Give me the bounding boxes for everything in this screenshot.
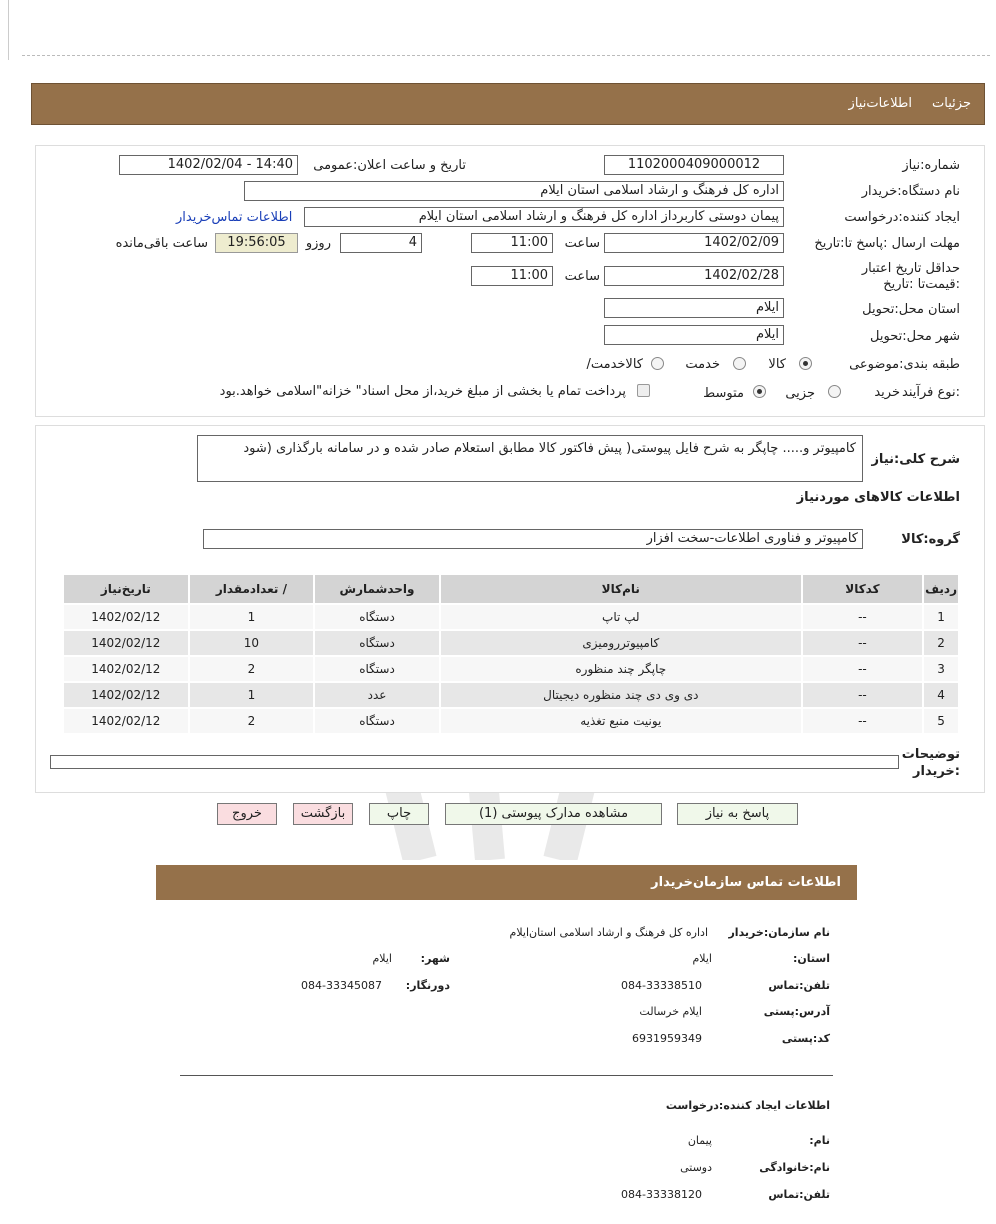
creator-name-value: پیمان — [687, 1134, 712, 1147]
contact-postal-label: کد:پستی — [781, 1032, 830, 1045]
goods-date: 1402/02/12 — [64, 605, 188, 629]
col-code-header: کدکالا — [803, 575, 922, 603]
col-unit-header: واحدشمارش — [315, 575, 439, 603]
contact-address-value: ایلام خرسالت — [639, 1005, 702, 1018]
need-number-field: 1102000409000012 — [604, 155, 784, 175]
goods-info-title: اطلاعات کالاهای موردنیاز — [796, 490, 960, 505]
goods-date: 1402/02/12 — [64, 631, 188, 655]
goods-unit: عدد — [315, 683, 439, 707]
city-label: شهر محل:تحویل — [870, 329, 960, 344]
goods-code: -- — [803, 605, 922, 629]
goods-qty: 1 — [190, 605, 314, 629]
buyer-notes-field — [50, 755, 899, 769]
deadline-time-field: 11:00 — [471, 233, 553, 253]
contact-city-label: :شهر — [420, 952, 450, 965]
process-buy-label: خرید — [874, 385, 900, 400]
goods-group-field: کامپیوتر و فناوری اطلاعات-سخت افزار — [203, 529, 863, 549]
creator-phone-value: 084-33338120 — [621, 1188, 702, 1201]
validity-label: حداقل تاریخ اعتبار :قیمت‌تا :تاریخ — [861, 261, 960, 292]
goods-date: 1402/02/12 — [64, 657, 188, 681]
goods-code: -- — [803, 631, 922, 655]
category-label: طبقه بندی:موضوعی — [849, 357, 960, 372]
goods-name: دی وی دی چند منظوره دیجیتال — [441, 683, 801, 707]
exit-button[interactable]: خروج — [217, 803, 277, 825]
goods-name: یونیت منبع تغذیه — [441, 709, 801, 733]
days-field: 4 — [340, 233, 422, 253]
treasury-payment-checkbox[interactable] — [637, 384, 650, 397]
buyer-org-field: اداره کل فرهنگ و ارشاد اسلامی استان ایلام — [244, 181, 784, 201]
table-row — [64, 657, 958, 681]
table-row — [64, 631, 958, 655]
buyer-contact-header — [156, 865, 857, 900]
process-partial-radio[interactable] — [828, 385, 841, 398]
creator-name-label: :نام — [809, 1134, 830, 1147]
process-medium-label: متوسط — [703, 386, 744, 401]
validity-date-field: 1402/02/28 — [604, 266, 784, 286]
process-medium-radio[interactable] — [753, 385, 766, 398]
remaining-timer: 19:56:05 — [215, 233, 298, 253]
buyer-org-label: نام دستگاه:خریدار — [861, 184, 960, 199]
view-attachments-button[interactable]: مشاهده مدارک پیوستی (1) — [445, 803, 662, 825]
goods-date: 1402/02/12 — [64, 709, 188, 733]
category-goods-label: کالا — [768, 357, 786, 372]
summary-text: کامپیوتر و..... چاپگر به شرح فایل پیوستی( پیش فاکتور کالا مطابق استعلام صادر شده و در سامانه بارگذاری (شود — [197, 435, 863, 482]
treasury-payment-note: پرداخت تمام یا بخشی از مبلغ خرید،از محل اسناد" خزانه"اسلامی خواهد.بود — [219, 384, 626, 399]
contact-org-value: اداره کل فرهنگ و ارشاد اسلامی استان‌ایلام — [509, 926, 708, 939]
top-divider — [22, 55, 990, 56]
contact-fax-value: 084-33345087 — [301, 979, 382, 992]
goods-name: کامپیوتررومیزی — [441, 631, 801, 655]
category-service-radio[interactable] — [733, 357, 746, 370]
process-label: نوع فرآیند: — [902, 385, 960, 400]
need-number-label: شماره:نیاز — [902, 158, 960, 173]
row-index: 2 — [924, 631, 958, 655]
goods-code: -- — [803, 657, 922, 681]
col-row-header: ردیف — [924, 575, 958, 603]
details-header — [31, 83, 985, 125]
row-index: 3 — [924, 657, 958, 681]
creator-label: ایجاد کننده:درخواست — [844, 210, 960, 225]
contact-phone-value: 084-33338510 — [621, 979, 702, 992]
summary-label: شرح کلی:نیاز — [871, 452, 960, 467]
days-label: روزو — [305, 236, 331, 251]
goods-unit: دستگاه — [315, 631, 439, 655]
goods-unit: دستگاه — [315, 657, 439, 681]
contact-org-label: نام سازمان:خریدار — [728, 926, 830, 939]
creator-phone-label: تلفن:تماس — [768, 1188, 830, 1201]
col-date-header: تاریخ‌نیاز — [64, 575, 188, 603]
category-service-label: خدمت — [685, 357, 720, 372]
goods-qty: 1 — [190, 683, 314, 707]
process-partial-label: جزیی — [785, 386, 815, 401]
announce-label: تاریخ و ساعت اعلان:عمومی — [313, 158, 466, 173]
table-row — [64, 605, 958, 629]
category-goods-radio[interactable] — [799, 357, 812, 370]
table-row — [64, 709, 958, 733]
goods-name: چاپگر چند منظوره — [441, 657, 801, 681]
contact-divider — [180, 1075, 833, 1076]
row-index: 5 — [924, 709, 958, 733]
col-qty-header: / تعدادمقدار — [190, 575, 314, 603]
category-both-radio[interactable] — [651, 357, 664, 370]
province-field: ایلام — [604, 298, 784, 318]
goods-unit: دستگاه — [315, 605, 439, 629]
page-left-border — [8, 0, 9, 60]
goods-qty: 10 — [190, 631, 314, 655]
goods-group-label: گروه:کالا — [901, 532, 960, 547]
goods-table — [62, 573, 960, 735]
contact-fax-label: :دورنگار — [405, 979, 450, 992]
creator-field: پیمان دوستی کاربرداز اداره کل فرهنگ و ارشاد اسلامی استان ایلام — [304, 207, 784, 227]
tab-need-info[interactable]: اطلاعات‌نیاز — [848, 96, 912, 111]
announce-field: 1402/02/04 - 14:40 — [119, 155, 298, 175]
category-both-label: /کالاخدمت — [586, 357, 643, 372]
contact-city-value: ایلام — [372, 952, 392, 965]
goods-table-header — [64, 575, 958, 603]
goods-name: لپ تاپ — [441, 605, 801, 629]
buyer-contact-link[interactable]: اطلاعات تماس‌خریدار — [176, 210, 293, 225]
contact-phone-label: تلفن:تماس — [768, 979, 830, 992]
contact-postal-value: 6931959349 — [632, 1032, 702, 1045]
contact-address-label: آدرس:پستی — [763, 1005, 830, 1018]
col-name-header: نام‌کالا — [441, 575, 801, 603]
contact-province-value: ایلام — [692, 952, 712, 965]
goods-date: 1402/02/12 — [64, 683, 188, 707]
back-button[interactable]: بازگشت — [293, 803, 353, 825]
city-field: ایلام — [604, 325, 784, 345]
validity-time-field: 11:00 — [471, 266, 553, 286]
print-button[interactable]: چاپ — [369, 803, 429, 825]
buyer-contact-title: اطلاعات تماس سازمان‌خریدار — [651, 875, 841, 890]
creator-info-title: اطلاعات ایجاد کننده:درخواست — [665, 1099, 830, 1112]
row-index: 4 — [924, 683, 958, 707]
deadline-date-field: 1402/02/09 — [604, 233, 784, 253]
reply-button[interactable]: پاسخ به نیاز — [677, 803, 798, 825]
row-index: 1 — [924, 605, 958, 629]
goods-qty: 2 — [190, 709, 314, 733]
table-row — [64, 683, 958, 707]
buyer-notes-label: توضیحات :خریدار — [901, 747, 960, 779]
goods-unit: دستگاه — [315, 709, 439, 733]
goods-code: -- — [803, 709, 922, 733]
deadline-label: مهلت ارسال :پاسخ تا:تاریخ — [814, 236, 960, 251]
creator-family-label: نام:خانوادگی — [759, 1161, 830, 1174]
remaining-label: ساعت باقی‌مانده — [115, 236, 208, 251]
contact-province-label: :استان — [792, 952, 830, 965]
goods-code: -- — [803, 683, 922, 707]
goods-qty: 2 — [190, 657, 314, 681]
tab-details[interactable]: جزئیات — [932, 96, 971, 111]
deadline-time-label: ساعت — [564, 236, 600, 251]
validity-time-label: ساعت — [564, 269, 600, 284]
province-label: استان محل:تحویل — [862, 302, 960, 317]
creator-family-value: دوستی — [680, 1161, 712, 1174]
